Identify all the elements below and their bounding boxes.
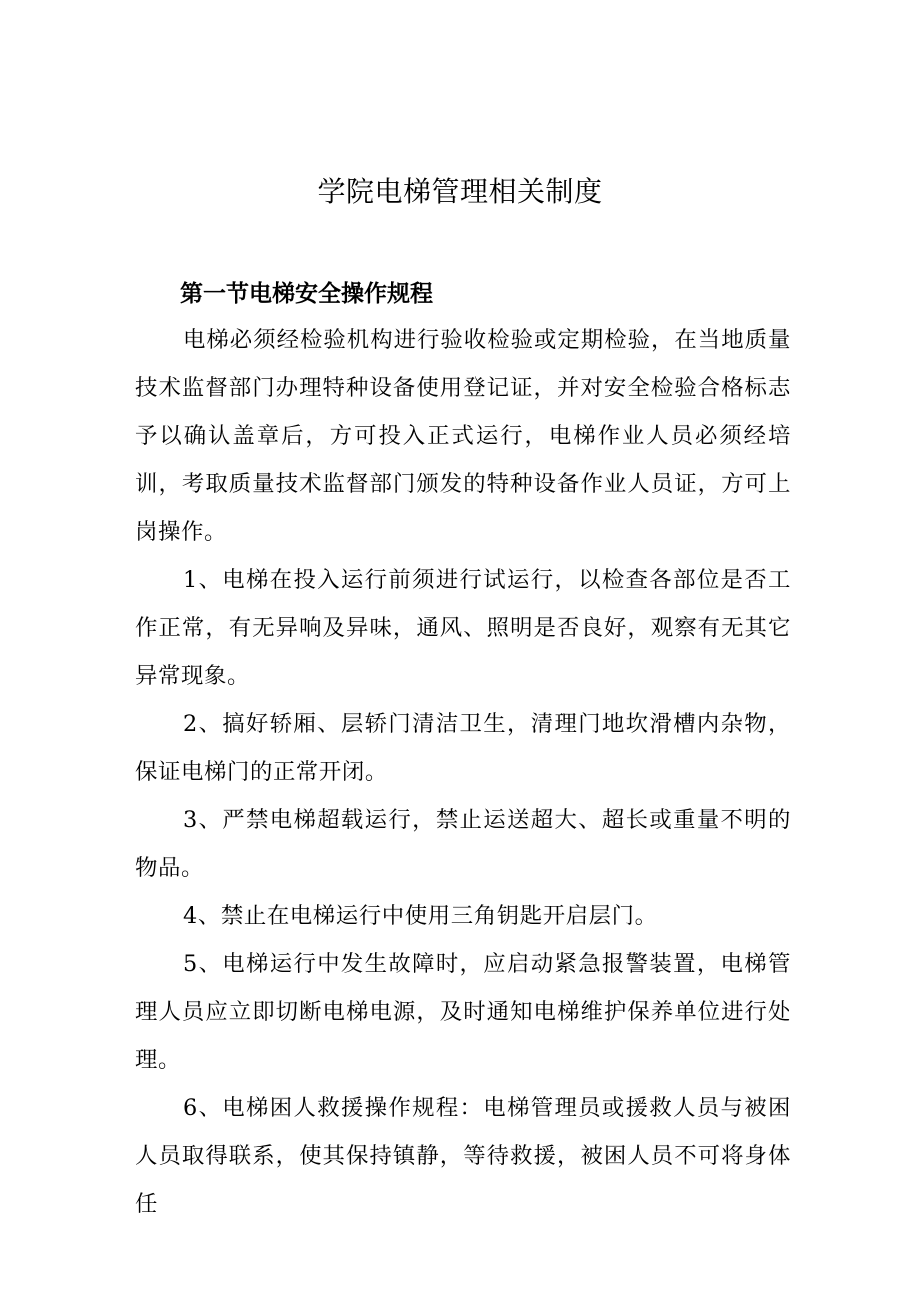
rule-paragraph-4: 4、禁止在电梯运行中使用三角钥匙开启层门。 (183, 903, 658, 929)
intro-paragraph: 电梯必须经检验机构进行验收检验或定期检验，在当地质量技术监督部门办理特种设备使用登记证，并对安全检验合格标志予以确认盖章后，方可投入正式运行，电梯作业人员必须经培训，考取质量技术监督部门颁发的特种设备作业人员证，方可上岗操作。 (135, 327, 791, 545)
rule-paragraph-6: 6、电梯困人救援操作规程：电梯管理员或援救人员与被困人员取得联系，使其保持镇静，等待救援，被困人员不可将身体任 (135, 1095, 791, 1217)
document-title: 学院电梯管理相关制度 (317, 175, 603, 208)
document-body (135, 316, 791, 1228)
rule-paragraph-2: 2、搞好轿厢、层轿门清洁卫生，清理门地坎滑槽内杂物，保证电梯门的正常开闭。 (135, 711, 791, 785)
rule-paragraph-5: 5、电梯运行中发生故障时，应启动紧急报警装置，电梯管理人员应立即切断电梯电源，及时通知电梯维护保养单位进行处理。 (135, 951, 791, 1073)
rule-paragraph-1: 1、电梯在投入运行前须进行试运行，以检查各部位是否工作正常，有无异响及异味，通风、照明是否良好，观察有无其它异常现象。 (135, 567, 791, 689)
section-heading: 第一节电梯安全操作规程 (180, 281, 433, 307)
rule-paragraph-3: 3、严禁电梯超载运行，禁止运送超大、超长或重量不明的物品。 (135, 807, 791, 881)
